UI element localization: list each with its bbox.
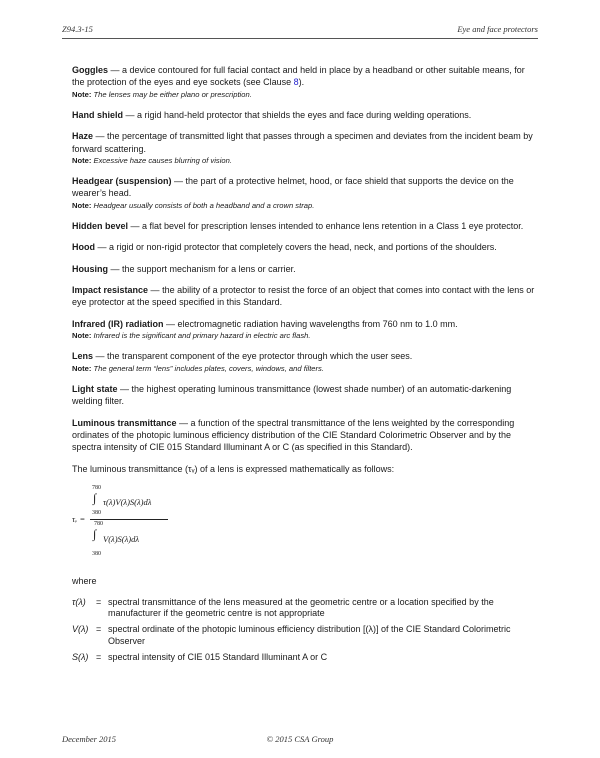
definition-term: Headgear (suspension) [72, 176, 172, 187]
definition-hidden-bevel [72, 220, 538, 232]
definition-headgear [72, 175, 538, 211]
definition-separator: — [163, 318, 178, 329]
numerator-lower-limit: 380 [92, 510, 101, 517]
definition-note [72, 155, 538, 166]
note-text: Headgear usually consists of both a headband and a crown strap. [91, 200, 315, 210]
definition-note [72, 363, 538, 374]
definition-text: a rigid or non-rigid protector that completely covers the head, neck, and portions of the shoulders. [109, 242, 497, 253]
definition-term: Goggles [72, 65, 109, 75]
note-label: Note: [72, 156, 92, 166]
denominator-lower-limit: 380 [92, 551, 101, 558]
note-label: Note: [72, 200, 92, 210]
variable-equals: = [96, 596, 102, 607]
variable-equals: = [96, 651, 102, 662]
definition-infrared-radiation [72, 318, 538, 341]
definition-impact-resistance [72, 284, 538, 309]
definition-text: the ability of a protector to resist the force of an object that comes into contact with the lens or eye protector at the speed specified in this Standard. [72, 285, 535, 308]
header-rule [62, 38, 538, 39]
header-doc-id: Z94.3-15 [62, 24, 93, 34]
header-section-title: Eye and face protectors [457, 24, 538, 34]
note-text: Excessive haze causes blurring of vision. [91, 156, 232, 166]
note-text: The general term “lens” includes plates, covers, windows, and filters. [91, 363, 324, 373]
definition-term: Hood [72, 242, 95, 253]
page-footer [62, 734, 538, 746]
definition-light-state [72, 383, 538, 408]
definition-note [72, 89, 538, 100]
definition-lens [72, 350, 538, 373]
definition-term: Light state [72, 383, 118, 394]
numerator-expression: τ(λ)V(λ)S(λ)dλ [103, 497, 152, 508]
denominator-integral-sign: ∫ [93, 527, 97, 542]
note-label: Note: [72, 331, 92, 341]
definition-text: electromagnetic radiation having wavelengths from 760 nm to 1.0 mm. [177, 318, 458, 329]
definition-term: Haze [72, 131, 94, 142]
definition-text: a flat bevel for prescription lenses intended to enhance lens retention in a Class 1 eye protector. [142, 220, 524, 231]
variable-symbol: V(λ) [72, 624, 89, 635]
numerator-upper-limit: 780 [92, 485, 101, 492]
note-text: Infrared is the significant and primary hazard in electric arc flash. [91, 331, 311, 341]
definition-term: Infrared (IR) radiation [72, 318, 164, 329]
variable-row [72, 624, 538, 648]
definition-term: Hand shield [72, 109, 124, 120]
definition-text: the support mechanism for a lens or carrier. [122, 263, 296, 274]
fraction-bar [90, 519, 168, 520]
definition-text: the part of a protective helmet, hood, or face shield that supports the device on the wearer’s head. [72, 176, 514, 199]
denominator-upper-limit: 780 [94, 521, 103, 528]
note-text: The lenses may be either plano or prescription. [91, 89, 252, 99]
variable-row [72, 652, 538, 664]
definition-separator: — [128, 220, 143, 231]
definition-text: a rigid hand-held protector that shields the eyes and face during welding operations. [137, 109, 472, 120]
where-label: where [72, 576, 97, 587]
definition-separator: — [117, 383, 132, 394]
variable-description: spectral ordinate of the photopic luminous efficiency distribution [(λ)] of the CIE Standard Colorimetric Observer [108, 624, 511, 646]
footer-copyright: © 2015 CSA Group [266, 734, 334, 744]
definition-separator: — [108, 263, 123, 274]
definition-term: Housing [72, 263, 108, 274]
definition-text: the highest operating luminous transmittance (lowest shade number) of an automatic-darkening welding filter. [72, 383, 512, 407]
definition-text: the transparent component of the eye protector through which the user sees. [107, 351, 413, 362]
numerator-integral-sign: ∫ [93, 491, 97, 506]
definition-term: Luminous transmittance [72, 417, 177, 428]
variable-symbol: S(λ) [72, 651, 89, 662]
definition-luminous-transmittance [72, 417, 538, 454]
formula-lhs: τᵥ = [72, 514, 86, 525]
variable-symbol: τ(λ) [72, 596, 86, 607]
definition-housing [72, 263, 538, 275]
definition-separator: — [123, 109, 138, 120]
variable-list [72, 597, 538, 664]
definition-separator: — [148, 285, 163, 296]
definition-separator: — [108, 65, 123, 75]
formula-intro: The luminous transmittance (τᵥ) of a lens is expressed mathematically as follows: [72, 463, 395, 474]
definition-hood [72, 241, 538, 253]
definition-separator: — [93, 131, 108, 142]
variable-description: spectral transmittance of the lens measured at the geometric centre or a location specified by the manufacturer if the geometric centre is not appropriate [108, 596, 494, 619]
definition-term: Lens [72, 351, 94, 362]
variable-row [72, 597, 538, 621]
definition-goggles [72, 64, 538, 100]
note-label: Note: [72, 89, 92, 99]
clause-8-link[interactable]: 8 [293, 77, 299, 88]
definition-separator: — [176, 417, 191, 428]
definition-text: the percentage of transmitted light that passes through a specimen and deviates from the incident beam by forward scattering. [72, 131, 533, 154]
definition-text: a function of the spectral transmittance of the lens weighted by the corresponding ordinates of the photopic luminous efficiency distribution of the CIE Standard Colorimetric Observer and by the spectra intensity of CIE 015 Standard Illuminant A or C (as specified in this Standard). [72, 417, 515, 453]
footer-date: December 2015 [62, 734, 117, 744]
note-label: Note: [72, 363, 92, 373]
definition-separator: — [95, 242, 110, 253]
page-header [62, 24, 538, 38]
luminous-transmittance-formula [72, 481, 538, 567]
definition-text: a device contoured for full facial contact and held in place by a headband or other suitable means, for the protection of the eyes and eye sockets (see Clause [72, 65, 525, 88]
definition-term: Impact resistance [72, 285, 149, 296]
variable-equals: = [96, 624, 102, 635]
definition-term: Hidden bevel [72, 220, 129, 231]
definition-text-after: ). [298, 77, 305, 88]
definition-hand-shield [72, 109, 538, 121]
definition-note [72, 200, 538, 211]
variable-description: spectral intensity of CIE 015 Standard Illuminant A or C [108, 651, 328, 662]
definition-separator: — [93, 351, 108, 362]
definition-haze [72, 130, 538, 166]
document-body [72, 64, 538, 668]
definition-separator: — [171, 176, 186, 187]
denominator-expression: V(λ)S(λ)dλ [103, 534, 140, 545]
definition-note [72, 330, 538, 341]
